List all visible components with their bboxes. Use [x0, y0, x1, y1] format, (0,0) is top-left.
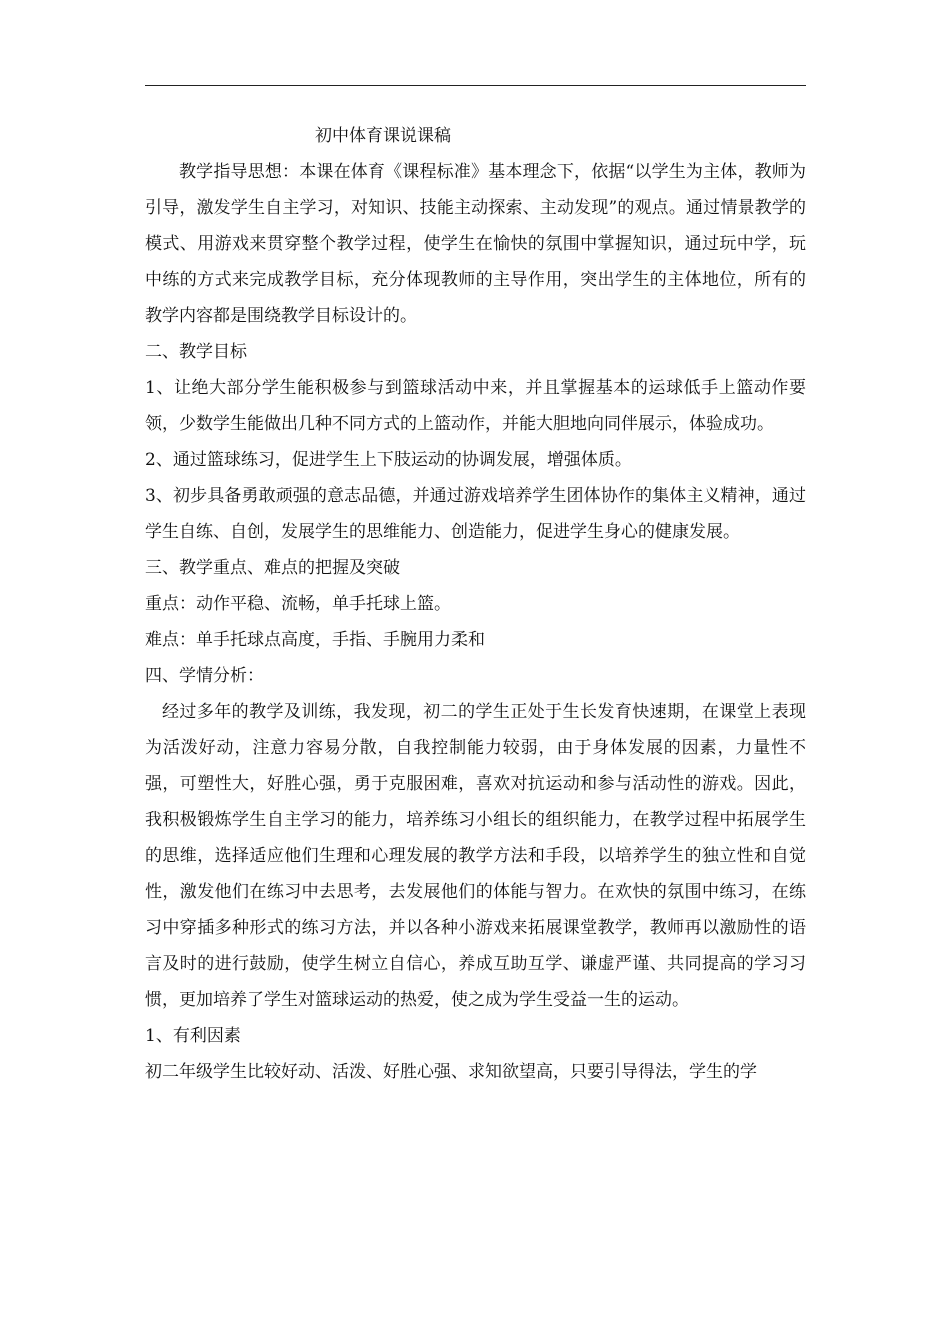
- key-point-text: 重点：动作平稳、流畅，单手托球上篮。: [145, 594, 451, 614]
- goal-item-1: 1、让绝大部分学生能积极参与到篮球活动中来，并且掌握基本的运球低手上篮动作要领，少数学生能做出几种不同方式的上篮动作，并能大胆地向同伴展示，体验成功。: [145, 378, 806, 434]
- section-heading-analysis: 四、学情分析：: [145, 666, 264, 686]
- section-heading-key-points: 三、教学重点、难点的把握及突破: [145, 558, 400, 578]
- document-body: [145, 118, 806, 1090]
- goal-item-2: 2、通过篮球练习，促进学生上下肢运动的协调发展，增强体质。: [145, 450, 632, 470]
- document-title: 初中体育课说课稿: [315, 126, 451, 146]
- goal-item-3: 3、初步具备勇敢顽强的意志品德，并通过游戏培养学生团体协作的集体主义精神，通过学生自练、自创，发展学生的思维能力、创造能力，促进学生身心的健康发展。: [145, 486, 806, 542]
- favorable-factors-text: 初二年级学生比较好动、活泼、好胜心强、求知欲望高，只要引导得法，学生的学: [145, 1062, 757, 1082]
- favorable-factors-heading: 1、有利因素: [145, 1026, 241, 1046]
- section-heading-goals: 二、教学目标: [145, 342, 247, 362]
- guiding-thought-paragraph: 教学指导思想：本课在体育《课程标准》基本理念下，依据“以学生为主体，教师为引导，激发学生自主学习，对知识、技能主动探索、主动发现”的观点。通过情景教学的模式、用游戏来贯穿整个教学过程，使学生在愉快的氛围中掌握知识，通过玩中学，玩中练的方式来完成教学目标，充分体现教师的主导作用，突出学生的主体地位，所有的教学内容都是围绕教学目标设计的。: [145, 162, 806, 326]
- difficulty-text: 难点：单手托球点高度，手指、手腕用力柔和: [145, 630, 485, 650]
- analysis-paragraph: 经过多年的教学及训练，我发现，初二的学生正处于生长发育快速期，在课堂上表现为活泼好动，注意力容易分散，自我控制能力较弱，由于身体发展的因素，力量性不强，可塑性大，好胜心强，勇于克服困难，喜欢对抗运动和参与活动性的游戏。因此，我积极锻炼学生自主学习的能力，培养练习小组长的组织能力，在教学过程中拓展学生的思维，选择适应他们生理和心理发展的教学方法和手段，以培养学生的独立性和自觉性，激发他们在练习中去思考，去发展他们的体能与智力。在欢快的氛围中练习，在练习中穿插多种形式的练习方法，并以各种小游戏来拓展课堂教学，教师再以激励性的语言及时的进行鼓励，使学生树立自信心，养成互助互学、谦虚严谨、共同提高的学习习惯，更加培养了学生对篮球运动的热爱，使之成为学生受益一生的运动。: [145, 702, 806, 1010]
- header-rule: [145, 85, 806, 86]
